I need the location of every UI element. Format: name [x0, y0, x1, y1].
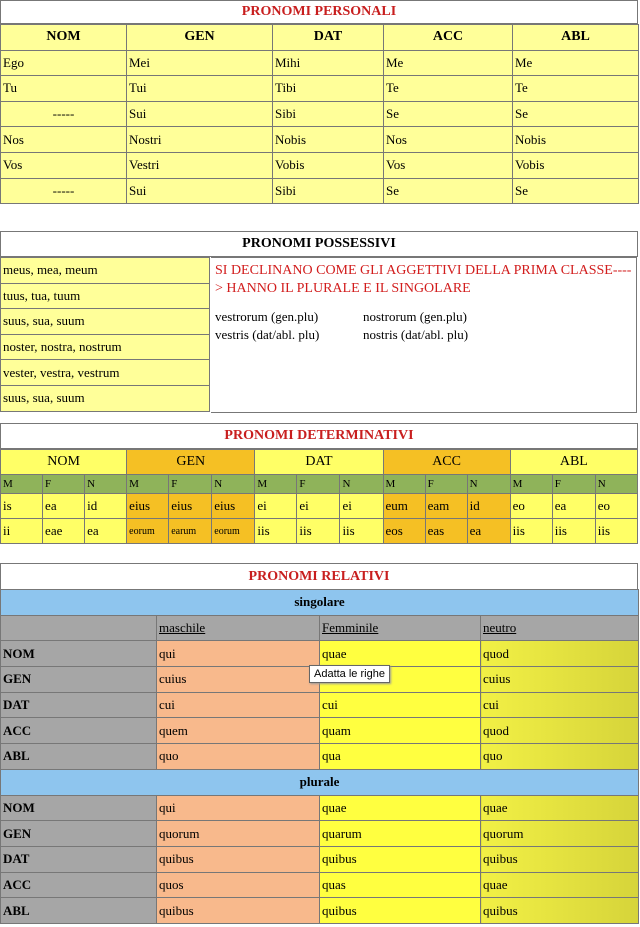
cell: quibus	[157, 898, 320, 924]
cell: eae	[43, 519, 85, 544]
cell: quae	[481, 872, 639, 898]
cell: Se	[384, 178, 513, 204]
cell: eius	[127, 494, 169, 519]
cell: Nos	[1, 127, 127, 153]
possessivi-note-box	[211, 257, 637, 413]
cell: eos	[383, 519, 425, 544]
gender-cell: F	[425, 475, 467, 494]
case-cell: DAT	[1, 846, 157, 872]
cell: Sibi	[273, 101, 384, 127]
cell: eum	[383, 494, 425, 519]
cell: Te	[513, 76, 639, 102]
plurale-label: plurale	[1, 769, 639, 795]
header-cell: ABL	[513, 25, 639, 51]
cell: earum	[169, 519, 212, 544]
cell: cui	[157, 692, 320, 718]
list-item: tuus, tua, tuum	[1, 283, 210, 309]
section-determinativi	[0, 423, 638, 544]
cell: ei	[297, 494, 340, 519]
table-row	[1, 76, 639, 102]
possessivi-body	[0, 257, 638, 413]
cell: -----	[1, 101, 127, 127]
cell: Mei	[127, 50, 273, 76]
table-row	[1, 795, 639, 821]
cell: quo	[481, 744, 639, 770]
cell: Sui	[127, 101, 273, 127]
cell: ea	[467, 519, 510, 544]
table-row	[1, 872, 639, 898]
cell: Te	[384, 76, 513, 102]
cell: Nos	[384, 127, 513, 153]
cell: iis	[255, 519, 297, 544]
cell: eo	[595, 494, 637, 519]
table-row	[1, 50, 639, 76]
case-cell: ABL	[1, 898, 157, 924]
case-cell: GEN	[1, 667, 157, 693]
cell: Se	[384, 101, 513, 127]
cell: quod	[481, 718, 639, 744]
case-cell: ACC	[1, 718, 157, 744]
gender-cell: F	[43, 475, 85, 494]
cell: iis	[340, 519, 383, 544]
table-row	[1, 152, 639, 178]
cell: Nobis	[513, 127, 639, 153]
cell: Mihi	[273, 50, 384, 76]
gender-cell: M	[1, 475, 43, 494]
header-cell: ACC	[384, 25, 513, 51]
header-row	[1, 25, 639, 51]
cell: cuius	[157, 667, 320, 693]
title-personali: PRONOMI PERSONALI	[0, 0, 638, 24]
cell: eius	[212, 494, 255, 519]
table-row	[1, 101, 639, 127]
cell: eorum	[212, 519, 255, 544]
cell: cui	[320, 692, 481, 718]
case-cell: GEN	[1, 821, 157, 847]
cell: quibus	[481, 898, 639, 924]
case-header: ACC	[383, 450, 510, 475]
cell: qui	[157, 641, 320, 667]
gender-cell: N	[467, 475, 510, 494]
list-item: noster, nostra, nostrum	[1, 334, 210, 360]
section-possessivi	[0, 231, 638, 413]
cell: Vestri	[127, 152, 273, 178]
form-text: vestrorum (gen.plu)	[215, 309, 319, 324]
table-row	[1, 846, 639, 872]
cell: Tui	[127, 76, 273, 102]
table-row	[1, 898, 639, 924]
table-row	[1, 718, 639, 744]
cell: Se	[513, 178, 639, 204]
table-row	[1, 178, 639, 204]
cell: Me	[513, 50, 639, 76]
cell: cuius	[481, 667, 639, 693]
cell: iis	[510, 519, 552, 544]
case-header: ABL	[510, 450, 637, 475]
cell: eo	[510, 494, 552, 519]
list-item: suus, sua, suum	[1, 385, 210, 411]
cell: Se	[513, 101, 639, 127]
cell: is	[1, 494, 43, 519]
cell: eam	[425, 494, 467, 519]
table-determinativi	[0, 449, 638, 544]
cell: Tu	[1, 76, 127, 102]
cell: Vobis	[273, 152, 384, 178]
cell: quae	[481, 795, 639, 821]
cell: ei	[255, 494, 297, 519]
cell: qua	[320, 744, 481, 770]
cell: quarum	[320, 821, 481, 847]
singolare-label: singolare	[1, 590, 639, 616]
cell: quorum	[481, 821, 639, 847]
cell: Sui	[127, 178, 273, 204]
cell: Sibi	[273, 178, 384, 204]
gender-cell: N	[212, 475, 255, 494]
cell: quibus	[320, 898, 481, 924]
form-text: vestris (dat/abl. plu)	[215, 327, 320, 342]
tooltip: Adatta le righe	[309, 665, 390, 683]
gender-row	[1, 475, 638, 494]
table-row	[1, 519, 638, 544]
gender-cell: N	[340, 475, 383, 494]
gender-cell: M	[383, 475, 425, 494]
cell: iis	[595, 519, 637, 544]
cell: cui	[481, 692, 639, 718]
cell: ea	[43, 494, 85, 519]
cell: quae	[320, 795, 481, 821]
cell: Me	[384, 50, 513, 76]
cell: quibus	[320, 846, 481, 872]
form-text: nostrorum (gen.plu)	[363, 309, 467, 324]
case-cell: DAT	[1, 692, 157, 718]
cell: id	[467, 494, 510, 519]
columns-row	[1, 615, 639, 641]
cell: -----	[1, 178, 127, 204]
cell: quae	[320, 641, 481, 667]
gender-cell: M	[127, 475, 169, 494]
table-row	[1, 744, 639, 770]
case-cell: NOM	[1, 795, 157, 821]
cell: quod	[481, 641, 639, 667]
gender-cell: F	[169, 475, 212, 494]
gender-cell: M	[255, 475, 297, 494]
table-row	[1, 127, 639, 153]
section-personali	[0, 0, 638, 204]
gender-cell: F	[297, 475, 340, 494]
table-row	[1, 641, 639, 667]
header-cell: DAT	[273, 25, 384, 51]
cell: iis	[552, 519, 595, 544]
form-text: nostris (dat/abl. plu)	[363, 327, 469, 342]
cell: Vos	[1, 152, 127, 178]
cell: Vos	[384, 152, 513, 178]
gender-cell: M	[510, 475, 552, 494]
cell: id	[85, 494, 127, 519]
cell: iis	[297, 519, 340, 544]
list-item: vester, vestra, vestrum	[1, 360, 210, 386]
cell: quibus	[157, 846, 320, 872]
cell: quos	[157, 872, 320, 898]
column-header: Femminile	[320, 615, 481, 641]
case-header: NOM	[1, 450, 127, 475]
table-row	[1, 692, 639, 718]
possessivi-forms	[211, 298, 636, 344]
cell: quibus	[481, 846, 639, 872]
title-relativi: PRONOMI RELATIVI	[0, 563, 638, 589]
cell: Nobis	[273, 127, 384, 153]
cell: Nostri	[127, 127, 273, 153]
cell: qui	[157, 795, 320, 821]
gender-cell: N	[85, 475, 127, 494]
list-item: suus, sua, suum	[1, 309, 210, 335]
cell: ii	[1, 519, 43, 544]
cell: quam	[320, 718, 481, 744]
header-cell: NOM	[1, 25, 127, 51]
cell: eorum	[127, 519, 169, 544]
table-row	[1, 821, 639, 847]
cell: quo	[157, 744, 320, 770]
case-header: DAT	[255, 450, 383, 475]
cell: Tibi	[273, 76, 384, 102]
table-relativi	[0, 589, 639, 924]
title-determinativi: PRONOMI DETERMINATIVI	[0, 423, 638, 449]
table-row	[1, 494, 638, 519]
case-cell: NOM	[1, 641, 157, 667]
cell: eas	[425, 519, 467, 544]
case-cell: ACC	[1, 872, 157, 898]
cell: Vobis	[513, 152, 639, 178]
gender-cell: N	[595, 475, 637, 494]
column-header: neutro	[481, 615, 639, 641]
cell: ei	[340, 494, 383, 519]
header-cell: GEN	[127, 25, 273, 51]
case-cell: ABL	[1, 744, 157, 770]
list-item: meus, mea, meum	[1, 258, 210, 284]
title-possessivi: PRONOMI POSSESSIVI	[0, 231, 638, 257]
gender-cell: F	[552, 475, 595, 494]
cell: quas	[320, 872, 481, 898]
possessivi-note: SI DECLINANO COME GLI AGGETTIVI DELLA PRIMA CLASSE----> HANNO IL PLURALE E IL SINGOLARE	[215, 263, 632, 296]
corner-cell	[1, 615, 157, 641]
case-header: GEN	[127, 450, 255, 475]
case-row	[1, 450, 638, 475]
cell: eius	[169, 494, 212, 519]
cell: quorum	[157, 821, 320, 847]
column-header: maschile	[157, 615, 320, 641]
section-relativi	[0, 563, 638, 924]
cell: quem	[157, 718, 320, 744]
list-possessivi	[0, 257, 210, 412]
cell: Ego	[1, 50, 127, 76]
table-personali	[0, 24, 639, 204]
cell: ea	[85, 519, 127, 544]
cell: ea	[552, 494, 595, 519]
